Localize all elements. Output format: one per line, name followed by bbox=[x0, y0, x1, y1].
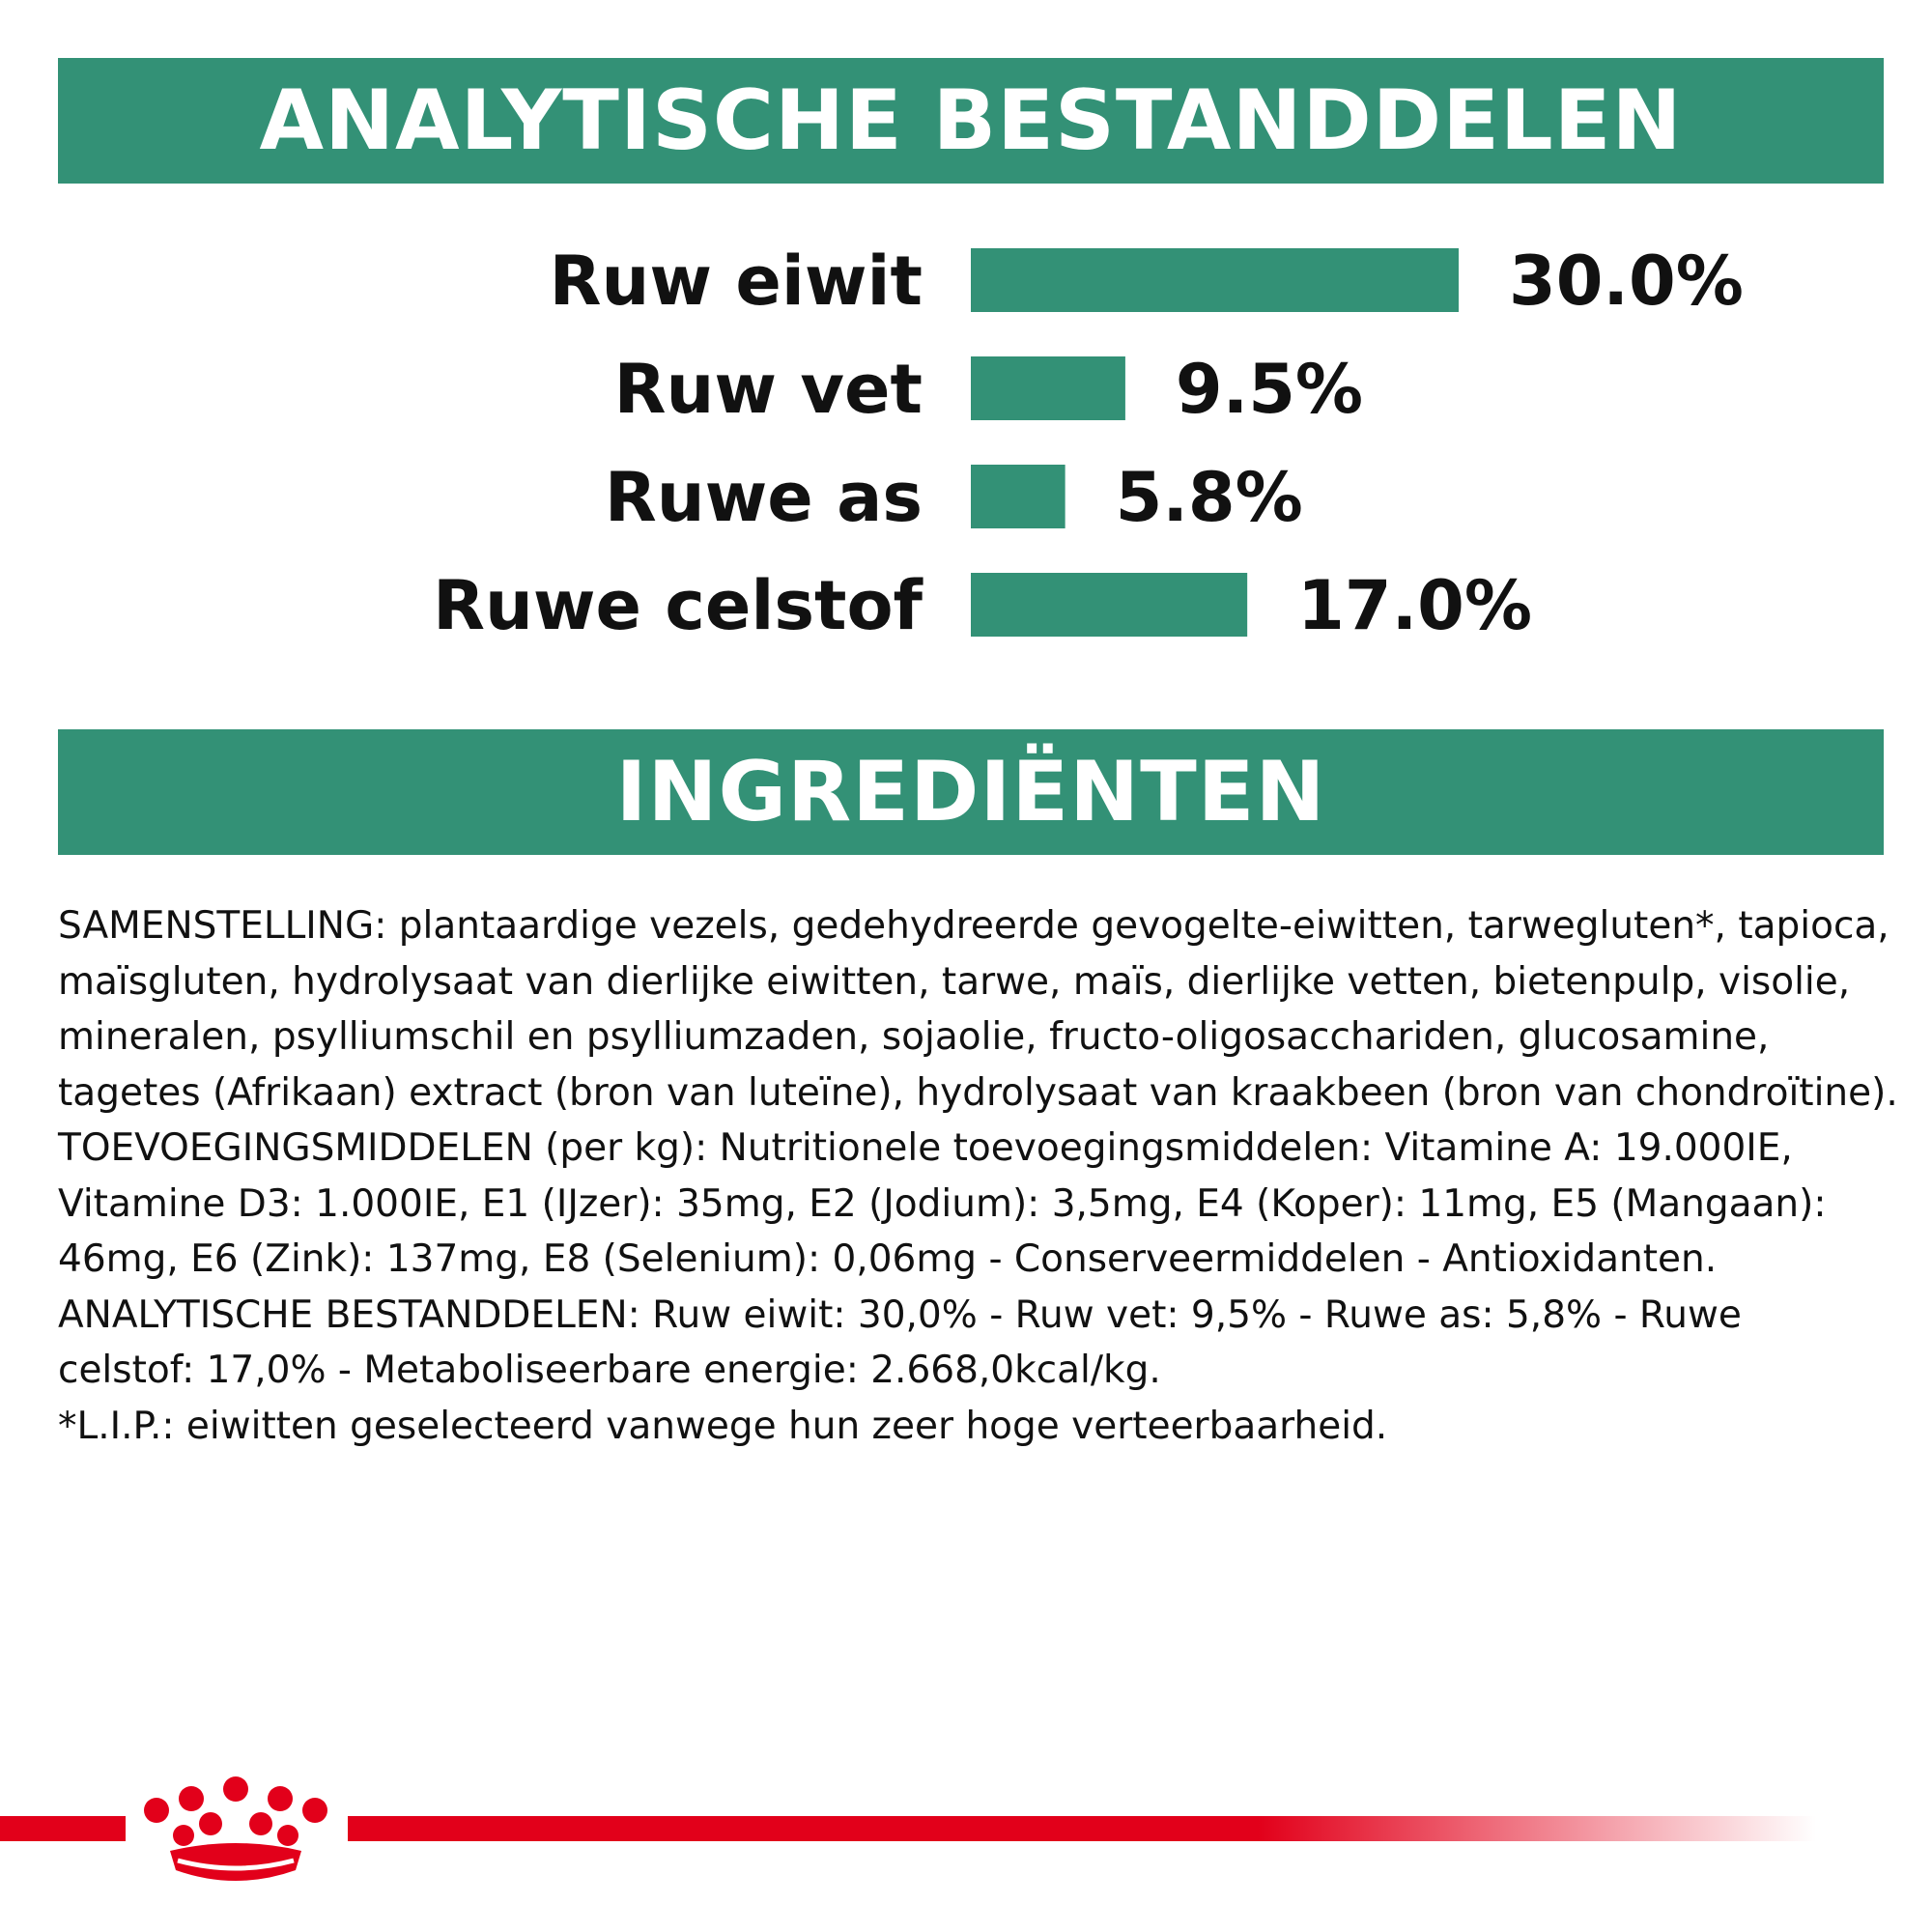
bar-value-label: 9.5% bbox=[1175, 350, 1364, 429]
bar-category-label: Ruw eiwit bbox=[549, 242, 923, 321]
section-header-ingredients bbox=[58, 729, 1884, 855]
ingredients-line: maïsgluten, hydrolysaat van dierlijke eiwitten, tarwe, maïs, dierlijke vetten, bietenpulp, visolie, bbox=[58, 959, 1851, 1004]
bar bbox=[971, 465, 1065, 528]
footer-stripe-right bbox=[348, 1816, 1816, 1841]
royal-canin-crown-icon bbox=[144, 1776, 327, 1881]
ingredients-line: Vitamine D3: 1.000IE, E1 (IJzer): 35mg, E2 (Jodium): 3,5mg, E4 (Koper): 11mg, E5 (Mangaan): bbox=[58, 1181, 1827, 1226]
bar-category-label: Ruwe as bbox=[604, 458, 923, 537]
bar-category-label: Ruw vet bbox=[613, 350, 923, 429]
section-header-ingredients-title: INGREDIËNTEN bbox=[615, 744, 1326, 840]
ingredients-line: TOEVOEGINGSMIDDELEN (per kg): Nutritionele toevoegingsmiddelen: Vitamine A: 19.000IE, bbox=[58, 1126, 1793, 1170]
nutrient-bar-chart bbox=[0, 222, 1932, 667]
brand-footer bbox=[0, 1768, 1932, 1884]
ingredients-line: *L.I.P.: eiwitten geselecteerd vanwege hun zeer hoge verteerbaarheid. bbox=[58, 1404, 1388, 1448]
bar bbox=[971, 573, 1247, 637]
ingredients-line: mineralen, psylliumschil en psylliumzaden, sojaolie, fructo-oligosacchariden, glucosamine, bbox=[58, 1015, 1770, 1059]
footer-stripe-left bbox=[0, 1816, 126, 1841]
section-header-analytic-title: ANALYTISCHE BESTANDDELEN bbox=[259, 72, 1683, 169]
bar-value-label: 5.8% bbox=[1115, 458, 1303, 537]
bar-value-label: 17.0% bbox=[1297, 566, 1533, 645]
bar-value-label: 30.0% bbox=[1509, 242, 1744, 321]
ingredients-text bbox=[58, 898, 1898, 1454]
bar bbox=[971, 248, 1459, 312]
ingredients-line: 46mg, E6 (Zink): 137mg, E8 (Selenium): 0,06mg - Conserveermiddelen - Antioxidanten. bbox=[58, 1237, 1718, 1281]
ingredients-line: SAMENSTELLING: plantaardige vezels, gedehydreerde gevogelte-eiwitten, tarwegluten*, tapioca, bbox=[58, 904, 1889, 948]
ingredients-line: ANALYTISCHE BESTANDDELEN: Ruw eiwit: 30,0% - Ruw vet: 9,5% - Ruwe as: 5,8% - Ruwe bbox=[58, 1293, 1742, 1337]
section-header-analytic bbox=[58, 58, 1884, 184]
ingredients-line: celstof: 17,0% - Metaboliseerbare energie: 2.668,0kcal/kg. bbox=[58, 1349, 1161, 1392]
bar-category-label: Ruwe celstof bbox=[433, 566, 923, 645]
ingredients-line: tagetes (Afrikaan) extract (bron van luteïne), hydrolysaat van kraakbeen (bron van chondroïtine). bbox=[58, 1070, 1898, 1115]
bar bbox=[971, 356, 1125, 420]
